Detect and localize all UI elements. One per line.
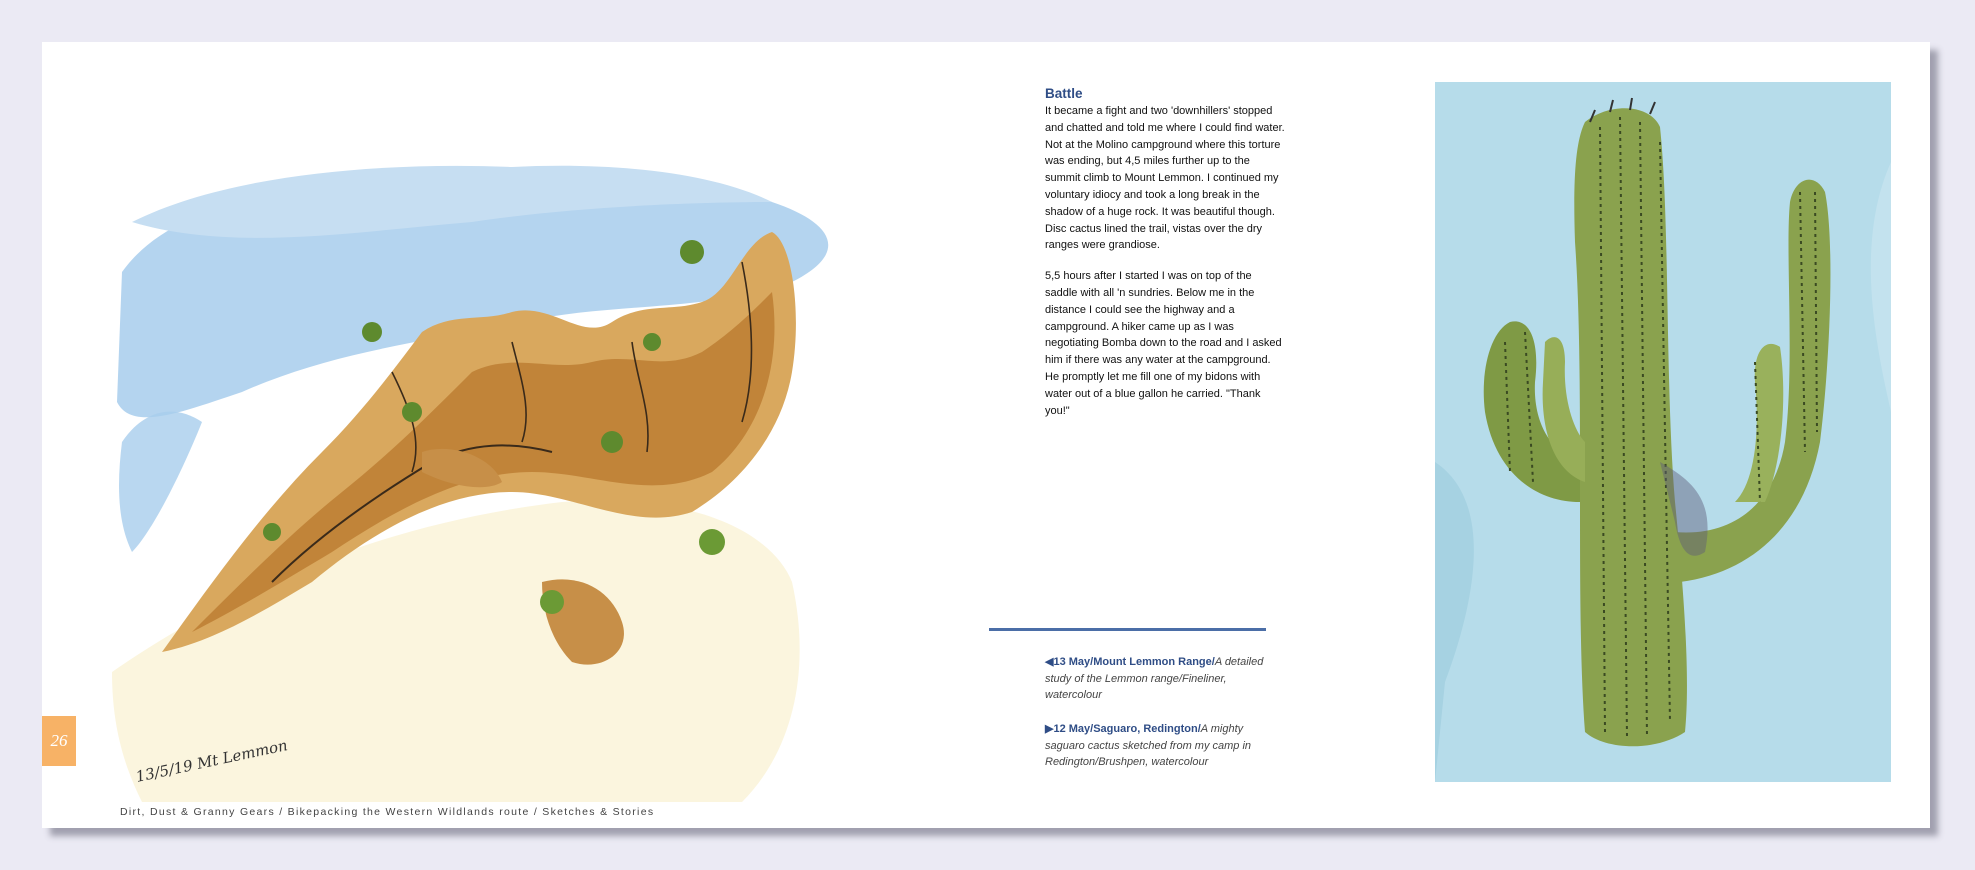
running-footer: Dirt, Dust & Granny Gears / Bikepacking the Western Wildlands route / Sketches & Stories <box>120 806 655 818</box>
caption-divider <box>989 628 1266 631</box>
caption-text: A detailed study of the Lemmon range/Fineliner, watercolour <box>1045 656 1264 701</box>
caption-text: A mighty saguaro cactus sketched from my camp in Redington/Brushpen, watercolour <box>1045 723 1252 768</box>
book-spread <box>42 42 1930 828</box>
page-number: 26 <box>42 716 76 766</box>
mount-lemmon-sketch <box>92 112 992 802</box>
caption-label: 13 May/Mount Lemmon Range/ <box>1053 656 1215 668</box>
saguaro-cactus-sketch <box>1435 82 1891 782</box>
caption-label: 12 May/Saguaro, Redington/ <box>1053 723 1201 735</box>
caption-arrow-right-icon: ▶ <box>1045 723 1054 735</box>
article-title: Battle <box>1045 86 1083 101</box>
caption-lemmon <box>1045 654 1270 704</box>
article-block <box>1045 86 1285 433</box>
caption-saguaro <box>1045 721 1270 771</box>
caption-arrow-left-icon: ◀ <box>1045 656 1054 668</box>
article-paragraph: 5,5 hours after I started I was on top of the saddle with all 'n sundries. Below me in the distance I could see the highway and a campground. A hiker came up as I was negotiating Bomba down to the road and I asked him if there was any water at the campground. He promptly let me fill one of my bidons with water out of a blue gallon he carried. "Thank you!" <box>1045 270 1282 417</box>
article-paragraph: It became a fight and two 'downhillers' stopped and chatted and told me where I could find water. Not at the Molino campground where this torture was ending, but 4,5 miles further up to the summit climb to Mount Lemmon. I continued my voluntary idiocy and took a long break in the shadow of a huge rock. It was beautiful though. Disc cactus lined the trail, vistas over the dry ranges were grandiose. <box>1045 105 1285 252</box>
svg-text:13/5/19 Mt Lemmon: 13/5/19 Mt Lemmon <box>134 736 290 786</box>
